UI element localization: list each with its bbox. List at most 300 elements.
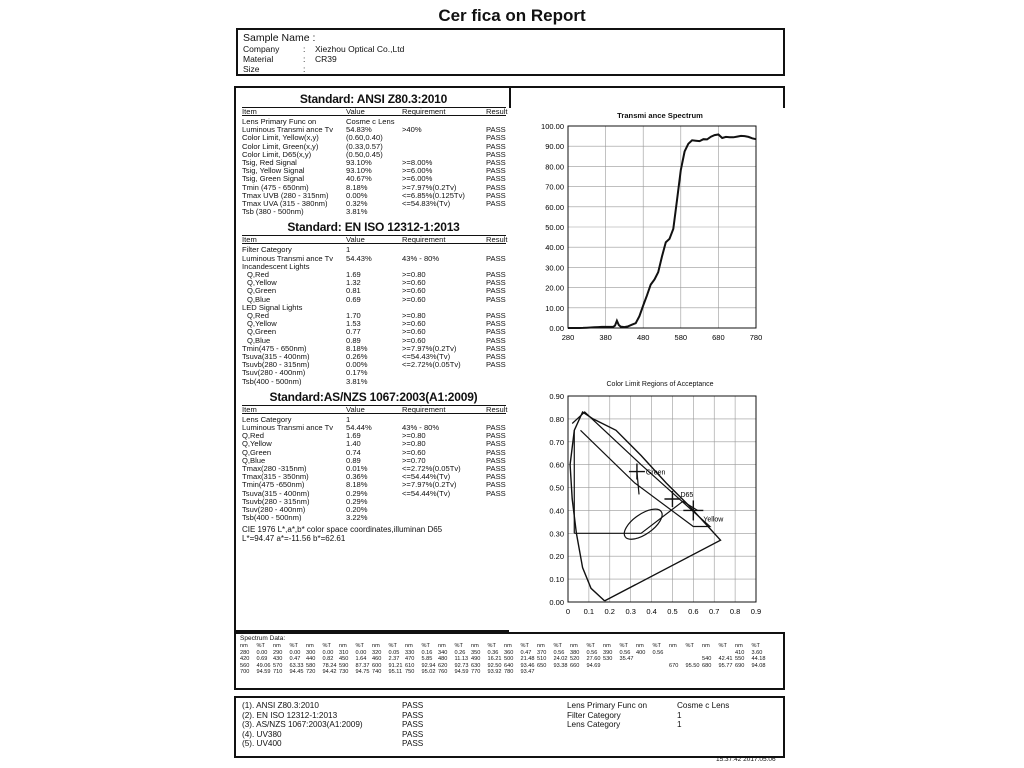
cell-res: PASS — [486, 294, 506, 304]
summary-line — [242, 730, 777, 740]
y-tick-label: 0.90 — [549, 392, 564, 401]
cell-res: PASS — [486, 343, 506, 353]
cell-value: 0.36% — [346, 472, 368, 482]
cell-value: 1 — [346, 414, 351, 424]
summary-cell-a: (5). UV400 — [242, 739, 282, 749]
column-header-item: Item — [242, 404, 257, 414]
spectrum-cell: 580 — [306, 662, 316, 669]
spectrum-cell: 570 — [273, 662, 283, 669]
spectrum-cell — [587, 669, 604, 676]
spectrum-cell: %T — [421, 643, 430, 649]
cell-res: PASS — [486, 278, 506, 288]
cell-item: Tsig, Red Signal — [242, 158, 297, 167]
cell-req: 43% - 80% — [402, 423, 440, 432]
spectrum-cell: %T — [322, 643, 331, 649]
cell-item: Filter Category — [242, 245, 292, 255]
cell-item: Tmax UVA (315 - 380nm) — [242, 199, 328, 208]
x-tick-label: 0.2 — [604, 607, 615, 616]
spectrum-cell — [702, 650, 719, 657]
x-tick-label: 0 — [565, 607, 571, 616]
cell-item: Q,Red — [242, 431, 264, 441]
spectrum-cell: 620 — [438, 662, 448, 669]
summary-cell-c: Lens Primary Func on — [567, 701, 648, 710]
cell-req: >=6.00% — [402, 166, 433, 176]
spectrum-cell: 410 — [735, 649, 745, 656]
summary-cell-c — [567, 739, 677, 749]
cell-res: PASS — [486, 488, 506, 498]
cell-value: 93.10% — [346, 166, 372, 176]
column-header-result: Result — [486, 107, 508, 116]
spectrum-cell: %T — [652, 643, 661, 649]
spectrum-cell: %T — [520, 643, 529, 649]
y-tick-label: 0.10 — [549, 575, 564, 585]
spectrum-cell: 760 — [438, 669, 448, 676]
cell-res: PASS — [486, 335, 506, 345]
cell-req: <=6.85%(0.125Tv) — [402, 190, 465, 200]
y-tick-label: 0.20 — [549, 552, 564, 562]
spectrum-cell: nm — [471, 643, 479, 649]
cell-item: Lens Category — [242, 414, 292, 424]
cell-req: <=54.44%(Tv) — [402, 488, 451, 498]
spectrum-cell: 450 — [339, 656, 349, 663]
spectrum-cell: 0.56 — [586, 649, 598, 656]
summary-cell-c: Filter Category — [567, 710, 621, 720]
cell-value: 0.01% — [346, 464, 368, 473]
cell-item: Q,Green — [247, 327, 277, 337]
cell-value: 3.81% — [346, 376, 368, 386]
cell-item: Incandescent Lights — [242, 261, 310, 271]
spectrum-cell — [653, 663, 670, 670]
cell-item: Tsuva(315 - 400nm) — [242, 488, 310, 498]
y-tick-label: 0.40 — [549, 506, 564, 516]
cell-req: >=0.80 — [402, 270, 426, 279]
cell-value: 40.67% — [346, 174, 372, 184]
spectrum-cell: 660 — [570, 662, 580, 669]
summary-cell-d: Cosme c Lens — [677, 701, 730, 710]
spectrum-cell: 490 — [471, 656, 481, 663]
spectrum-cell: 700 — [240, 669, 250, 676]
summary-box — [234, 696, 785, 758]
cell-res: PASS — [486, 480, 506, 490]
spectrum-cell: 0.16 — [421, 649, 433, 656]
spectrum-cell: 710 — [273, 669, 283, 676]
spectrum-cell: 730 — [339, 669, 349, 676]
x-tick-label: 0.8 — [729, 607, 741, 616]
spectrum-cell: 610 — [405, 662, 415, 669]
column-header-requirement: Requirement — [402, 404, 446, 414]
cell-item: Luminous Transmi ance Tv — [242, 423, 334, 432]
spectrum-cell: 530 — [603, 656, 613, 663]
cell-res: PASS — [486, 158, 506, 167]
spectrum-cell: 670 — [669, 662, 679, 669]
cell-value: 8.18% — [346, 343, 368, 353]
cell-res: PASS — [486, 447, 506, 457]
spectrum-cell: 94.42 — [322, 669, 337, 676]
spectrum-cell: 95.50 — [685, 662, 700, 669]
spectrum-cell — [686, 650, 703, 657]
spectrum-cell: 310 — [339, 649, 349, 656]
spectrum-cell: 24.02 — [553, 656, 568, 663]
spectrum-cell: 550 — [735, 656, 745, 663]
cell-value: (0.33,0.57) — [346, 141, 383, 151]
column-header-item: Item — [242, 107, 257, 116]
spectrum-cell: 63.33 — [289, 662, 304, 669]
spectrum-cell: 0.56 — [652, 649, 664, 656]
spectrum-cell: 0.00 — [355, 649, 367, 656]
column-header-result: Result — [486, 404, 508, 414]
spectrum-cell: nm — [570, 643, 578, 649]
summary-cell-d: 1 — [677, 710, 682, 720]
cell-res: PASS — [486, 311, 506, 320]
summary-line — [242, 711, 777, 721]
spectrum-cell: nm — [504, 643, 512, 649]
x-tick-label: 380 — [599, 333, 612, 342]
spectrum-cell: 390 — [603, 649, 613, 656]
spectrum-cell: 5.85 — [421, 656, 433, 663]
cell-item: Tsuv(280 - 400nm) — [242, 368, 306, 378]
spectrum-cell — [603, 663, 620, 670]
cell-item: Tsb(400 - 500nm) — [242, 513, 302, 523]
summary-cell-a: (3). AS/NZS 1067:2003(A1:2009) — [242, 720, 363, 730]
cell-res: PASS — [486, 423, 506, 432]
cell-res: PASS — [486, 360, 506, 370]
spectrum-cell: 0.00 — [256, 649, 268, 656]
ansi-standard-title: Standard: ANSI Z80.3:2010 — [299, 92, 448, 106]
cell-req: >=0.80 — [402, 439, 426, 449]
summary-line — [242, 701, 777, 711]
spectrum-cell: %T — [751, 643, 760, 649]
spectrum-cell: 770 — [471, 669, 481, 676]
cell-req: <=54.83%(Tv) — [402, 199, 451, 208]
cell-req: >=0.70 — [402, 455, 426, 465]
spectrum-cell: 27.60 — [586, 656, 601, 663]
spectrum-cell: 0.82 — [322, 656, 334, 663]
en-standard-title: Standard: EN ISO 12312-1:2013 — [287, 220, 460, 235]
spectrum-cell: 95.02 — [421, 669, 436, 676]
cell-res: PASS — [486, 133, 506, 143]
cell-req: >=7.97%(0.2Tv) — [402, 480, 457, 490]
cell-value: 1.70 — [346, 311, 361, 320]
sample-value: CR39 — [315, 54, 337, 64]
spectrum-cell: 460 — [372, 656, 382, 663]
spectrum-cell: 300 — [306, 649, 316, 656]
column-header-value: Value — [346, 235, 365, 245]
spectrum-cell: 470 — [405, 656, 415, 663]
cell-res: PASS — [486, 327, 506, 337]
sample-row-size — [243, 64, 778, 74]
y-tick-label: 0.30 — [549, 529, 564, 539]
cell-item: LED Signal Lights — [242, 302, 303, 312]
cell-value: 8.18% — [346, 182, 368, 192]
spectrum-data-box — [234, 632, 785, 690]
cell-item: Tsb(400 - 500nm) — [242, 376, 302, 386]
spectrum-cell: 0.05 — [388, 649, 400, 656]
d65-label: D65 — [680, 492, 694, 499]
y-tick-label: 100.00 — [541, 122, 564, 131]
spectrum-cell: 0.56 — [553, 649, 565, 656]
cell-value: 1.53 — [346, 319, 361, 329]
x-tick-label: 580 — [674, 333, 688, 342]
cell-value: 3.81% — [346, 207, 368, 217]
spectrum-cell: 0.00 — [289, 649, 301, 656]
cell-value: 0.81 — [346, 286, 361, 296]
spectrum-cell: 44.18 — [751, 656, 766, 663]
cell-res: PASS — [486, 166, 506, 176]
summary-cell-a: (4). UV380 — [242, 729, 282, 739]
cell-value: 1.32 — [346, 278, 361, 288]
cell-value: 1.69 — [346, 431, 361, 441]
cell-req: >=0.60 — [402, 327, 426, 337]
spectrum-cell: 430 — [273, 656, 283, 663]
spectrum-cell: %T — [685, 643, 694, 649]
spectrum-data-title: Spectrum Data: — [240, 635, 286, 642]
spectrum-cell: %T — [256, 643, 265, 649]
spectrum-cell: 0.47 — [520, 649, 532, 656]
cell-req: >=0.60 — [402, 335, 426, 345]
spectrum-cell: %T — [355, 643, 364, 649]
sample-sep: : — [303, 44, 306, 54]
cell-value: 1.40 — [346, 439, 361, 449]
spectrum-cell: 2.37 — [388, 656, 400, 663]
summary-cell-b: PASS — [402, 739, 424, 749]
cell-item: Luminous Transmi ance Tv — [242, 125, 334, 135]
charts-panel-frame — [509, 86, 785, 108]
cell-item: Luminous Transmi ance Tv — [242, 253, 334, 263]
cell-item: Q,Blue — [247, 294, 271, 304]
cell-req: <=2.72%(0.05Tv) — [402, 360, 461, 370]
spectrum-cell: 500 — [504, 656, 514, 663]
summary-cell-c: Lens Category — [567, 720, 621, 730]
spectrum-cell: nm — [537, 643, 545, 649]
spectrum-cell: 94.69 — [586, 662, 601, 669]
cell-value: 0.29% — [346, 496, 368, 506]
cell-res: PASS — [486, 352, 506, 361]
cell-item: Tmin (475 - 650nm) — [242, 182, 309, 192]
cell-value: 54.44% — [346, 423, 372, 432]
spectrum-cell: 320 — [372, 649, 382, 656]
spectrum-cell: 95.11 — [388, 669, 403, 676]
spectrum-cell: 35.47 — [619, 656, 634, 663]
table-header — [242, 107, 506, 116]
cell-res: PASS — [486, 182, 506, 192]
cell-item: Color Limit, D65(x,y) — [242, 149, 312, 159]
spectrum-cell — [620, 663, 637, 670]
sample-value: Xiezhou Optical Co.,Ltd — [315, 44, 405, 54]
spectrum-cell: 650 — [537, 662, 547, 669]
cell-req: >=0.80 — [402, 311, 426, 320]
cell-res: PASS — [486, 464, 506, 473]
cell-item: Tsuv(280 - 400nm) — [242, 505, 306, 514]
x-tick-label: 780 — [749, 333, 763, 342]
spectrum-cell: 3.60 — [751, 649, 763, 656]
cell-value: 0.74 — [346, 447, 361, 457]
spectrum-cell: 92.94 — [421, 662, 436, 669]
spectrum-cell: 91.21 — [388, 662, 403, 669]
spectrum-cell: 750 — [405, 669, 415, 676]
spectrum-cell: 680 — [702, 662, 712, 669]
timestamp: 15:37:42 2017.05.06 — [716, 756, 776, 763]
column-header-item: Item — [242, 235, 257, 245]
table-header — [242, 235, 506, 244]
spectrum-cell: 94.59 — [256, 669, 271, 676]
cell-item: Color Limit, Yellow(x,y) — [242, 133, 319, 143]
spectrum-cell: 640 — [504, 662, 514, 669]
cell-item: Tsb (380 - 500nm) — [242, 207, 304, 217]
cell-value: 0.77 — [346, 327, 361, 337]
cell-value: 0.89 — [346, 335, 361, 345]
cie-coordinates-line: CIE 1976 L*,a*,b* color space coordinates,illuminan D65 — [242, 525, 443, 535]
y-tick-label: 70.00 — [545, 182, 564, 192]
spectrum-cell: %T — [586, 643, 595, 649]
x-tick-label: 0.3 — [625, 607, 636, 616]
y-tick-label: 0.60 — [549, 460, 564, 470]
spectrum-cell: 0.00 — [322, 649, 334, 656]
asnzs-standard-title: Standard:AS/NZS 1067:2003(A1:2009) — [269, 389, 478, 404]
spectrum-cell — [669, 650, 686, 657]
y-tick-label: 0.80 — [549, 414, 564, 424]
sample-key: Material — [243, 54, 274, 64]
cell-res: PASS — [486, 149, 506, 159]
transmittance-chart — [520, 118, 770, 358]
spectrum-cell: nm — [306, 643, 314, 649]
spectrum-cell: 290 — [273, 649, 283, 656]
table-header — [242, 405, 506, 414]
summary-cell-b: PASS — [402, 729, 424, 739]
spectrum-cell: 42.41 — [718, 656, 733, 663]
cell-value: 54.83% — [346, 125, 372, 135]
summary-cell-a: (2). EN ISO 12312-1:2013 — [242, 710, 338, 720]
cell-item: Tsig, Green Signal — [242, 174, 305, 184]
spectrum-cell — [636, 656, 653, 663]
spectrum-cell: 21.48 — [520, 656, 535, 663]
y-tick-label: 50.00 — [545, 223, 564, 232]
sample-sep: : — [303, 54, 306, 64]
cell-res: PASS — [486, 174, 506, 184]
spectrum-cell — [719, 650, 736, 657]
spectrum-cell: 480 — [438, 656, 448, 663]
spectrum-cell: %T — [454, 643, 463, 649]
sample-sep: : — [303, 64, 306, 74]
sample-info-box — [236, 28, 785, 76]
spectrum-cell: 95.77 — [718, 662, 733, 669]
cell-item: Q,Yellow — [247, 278, 277, 288]
acceptance-boundary — [572, 412, 710, 527]
spectrum-cell: nm — [438, 643, 446, 649]
spectrum-cell: 400 — [636, 649, 646, 656]
cell-res: PASS — [486, 455, 506, 465]
cell-value: 0.69 — [346, 294, 361, 304]
cell-value: 0.89 — [346, 455, 361, 465]
spectrum-cell: 440 — [306, 656, 316, 663]
cell-value: (0.50,0.45) — [346, 149, 383, 159]
y-tick-label: 40.00 — [545, 243, 564, 253]
cell-value: 93.10% — [346, 158, 372, 167]
cell-item: Q,Green — [242, 447, 272, 457]
cell-value: 0.32% — [346, 199, 368, 208]
spectrum-cell: 280 — [240, 649, 250, 656]
spectrum-cell: 93.92 — [487, 669, 502, 676]
summary-line — [242, 739, 777, 749]
cell-value: 0.00% — [346, 190, 368, 200]
spectrum-cell: 92.73 — [454, 662, 469, 669]
cell-value: 1.69 — [346, 270, 361, 279]
spectrum-cell: 510 — [537, 656, 547, 663]
spectrum-cell — [636, 663, 653, 670]
spectrum-cell: 78.24 — [322, 662, 337, 669]
cell-item: Tmin(475 - 650nm) — [242, 343, 307, 353]
spectrum-cell: 780 — [504, 669, 514, 676]
spectrum-chart-title: Transmi ance Spectrum — [617, 111, 703, 120]
spectrum-cell — [669, 656, 686, 663]
y-tick-label: 0.50 — [549, 483, 564, 493]
cell-req: >=7.97%(0.2Tv) — [402, 182, 457, 192]
y-tick-label: 10.00 — [545, 303, 564, 313]
spectrum-cell: 16.21 — [487, 656, 502, 663]
cell-req: >=0.60 — [402, 447, 426, 457]
cell-req: >=0.60 — [402, 294, 426, 304]
spectrum-cell: nm — [735, 643, 743, 649]
spectrum-cell: 93.38 — [553, 662, 568, 669]
x-tick-label: 680 — [712, 333, 725, 342]
cell-value: 0.29% — [346, 488, 368, 498]
spectrum-cell: 360 — [504, 649, 514, 656]
cell-res: PASS — [486, 319, 506, 329]
cell-item: Q,Yellow — [242, 439, 272, 449]
cell-res: PASS — [486, 431, 506, 441]
cell-req: <=54.44%(Tv) — [402, 472, 451, 482]
spectrum-cell: 0.47 — [289, 656, 301, 663]
spectrum-cell: 0.36 — [487, 649, 499, 656]
cell-req: >=6.00% — [402, 174, 433, 184]
spectrum-cell: nm — [339, 643, 347, 649]
x-tick-label: 0.6 — [688, 607, 699, 616]
spectrum-cell: nm — [372, 643, 380, 649]
column-header-requirement: Requirement — [402, 107, 446, 116]
y-tick-label: 0.00 — [549, 598, 564, 607]
spectrum-cell: 94.45 — [289, 669, 304, 676]
cell-item: Tsuva(315 - 400nm) — [242, 352, 310, 361]
column-header-requirement: Requirement — [402, 235, 446, 245]
spectrum-cell: nm — [603, 643, 611, 649]
cell-req: >=0.60 — [402, 278, 426, 288]
summary-cell-a: (1). ANSI Z80.3:2010 — [242, 701, 319, 710]
y-tick-label: 60.00 — [545, 202, 564, 212]
cell-req: 43% - 80% — [402, 253, 440, 263]
spectrum-cell: 49.06 — [256, 662, 271, 669]
spectrum-cell: 94.08 — [751, 662, 766, 669]
y-tick-label: 90.00 — [545, 142, 564, 152]
cell-item: Tsig, Yellow Signal — [242, 166, 305, 176]
summary-line — [242, 720, 777, 730]
cell-value: Cosme c Lens — [346, 117, 395, 126]
spectrum-cell: nm — [273, 643, 281, 649]
summary-cell-b: PASS — [402, 720, 424, 730]
x-tick-label: 0.9 — [750, 607, 762, 616]
cell-item: Q,Red — [247, 311, 269, 320]
cell-req: >=0.60 — [402, 319, 426, 329]
spectrum-cell: 380 — [570, 649, 580, 656]
cell-req: >=0.80 — [402, 431, 426, 441]
cell-value: (0.60,0.40) — [346, 133, 383, 143]
y-tick-label: 30.00 — [545, 263, 564, 273]
y-tick-label: 80.00 — [545, 162, 564, 172]
cell-value: 0.26% — [346, 352, 368, 361]
spectrum-cell: 0.26 — [454, 649, 466, 656]
spectrum-cell: 93.46 — [520, 662, 535, 669]
cell-req: <=2.72%(0.05Tv) — [402, 464, 461, 473]
cell-res: PASS — [486, 190, 506, 200]
column-header-value: Value — [346, 107, 365, 116]
